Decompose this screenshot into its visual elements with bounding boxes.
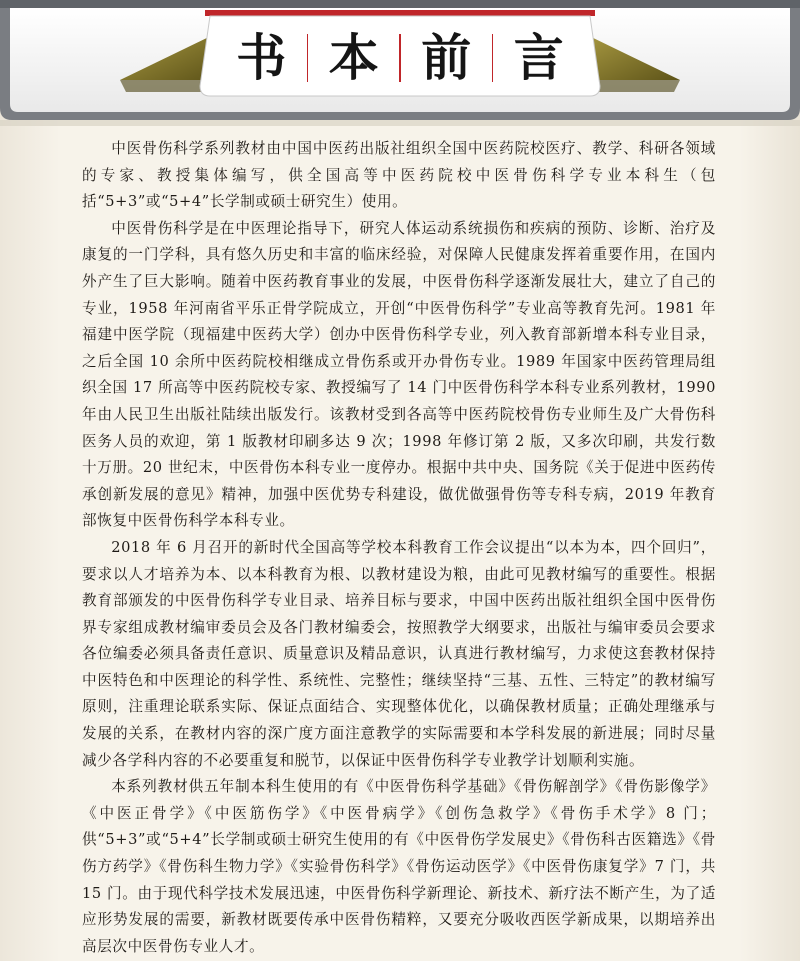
title-char: 本 [328, 29, 379, 87]
paragraph: 中医骨伤科学系列教材由中国中医药出版社组织全国中医药院校医疗、教学、科研各领域的专家、教授集体编写，供全国高等中医药院校中医骨伤科学专业本科生（包括“5+3”或“5+4”长学制或硕士研究生）使用。 [82, 140, 716, 211]
page-title [216, 20, 584, 96]
title-char: 前 [421, 29, 472, 87]
title-char: 书 [236, 29, 287, 87]
preface-body [82, 136, 716, 960]
paragraph: 本系列教材供五年制本科生使用的有《中医骨伤科学基础》《骨伤解剖学》《骨伤影像学》《中医正骨学》《中医筋伤学》《中医骨病学》《创伤急救学》《骨伤手术学》8 门；供“5+3”或“5+4”长学制或硕士研究生使用的有《中医骨伤学发展史》《骨伤科古医籍选》《骨伤方药学》《骨伤科生物力学》《实验骨伤科学》《骨伤运动医学》《中医骨伤康复学》7 门，共 15 门。由于现代科学技术发展迅速，中医骨伤科学新理论、新技术、新疗法不断产生，为了适应形势发展的需要，新教材既要传承中医骨伤精粹，又要充分吸收西医学新成果，以期培养出高层次中医骨伤专业人才。 [82, 778, 716, 955]
title-char: 言 [513, 29, 564, 87]
paragraph: 2018 年 6 月召开的新时代全国高等学校本科教育工作会议提出“以本为本，四个回归”，要求以人才培养为本、以本科教育为根、以教材建设为粮，由此可见教材编写的重要性。根据教育部颁发的中医骨伤科学专业目录、培养目标与要求，中国中医药出版社组织全国中医骨伤界专家组成教材编审委员会及各门教材编委会，按照教学大纲要求，出版社与编审委员会要求各位编委必须具备责任意识、质量意识及精品意识，认真进行教材编写，力求使这套教材保持中医特色和中医理论的科学性、系统性、完整性；继续坚持“三基、五性、三特定”的教材编写原则，注重理论联系实际、保证点面结合、实现整体优化，以确保教材质量；正确处理继承与发展的关系，在教材内容的深广度方面注意教学的实际需要和本学科发展的新进展；同时尽量减少各学科内容的不必要重复和脱节，以保证中医骨伤科学专业教学计划顺利实施。 [82, 538, 716, 769]
title-banner [0, 0, 800, 130]
paragraph: 中医骨伤科学是在中医理论指导下，研究人体运动系统损伤和疾病的预防、诊断、治疗及康复的一门学科，具有悠久历史和丰富的临床经验，对保障人民健康发挥着重要作用，在国内外产生了巨大影响。随着中医药教育事业的发展，中医骨伤科学逐渐发展壮大，建立了自己的专业，1958 年河南省平乐正骨学院成立，开创“中医骨伤科学”专业高等教育先河。1981 年福建中医学院（现福建中医药大学）创办中医骨伤科学专业，列入教育部新增本科专业目录，之后全国 10 余所中医药院校相继成立骨伤系或开办骨伤专业。1989 年国家中医药管理局组织全国 17 所高等中医药院校专家、教授编写了 14 门中医骨伤科学本科专业系列教材，1990 年由人民卫生出版社陆续出版发行。该教材受到各高等中医药院校骨伤专业师生及广大骨伤科医务人员的欢迎，第 1 版教材印刷多达 9 次；1998 年修订第 2 版，又多次印刷，共发行数十万册。20 世纪末，中医骨伤本科专业一度停办。根据中共中央、国务院《关于促进中医药传承创新发展的意见》精神，加强中医优势专科建设，做优做强骨伤等专科专病，2019 年教育部恢复中医骨伤科学本科专业。 [82, 219, 716, 530]
